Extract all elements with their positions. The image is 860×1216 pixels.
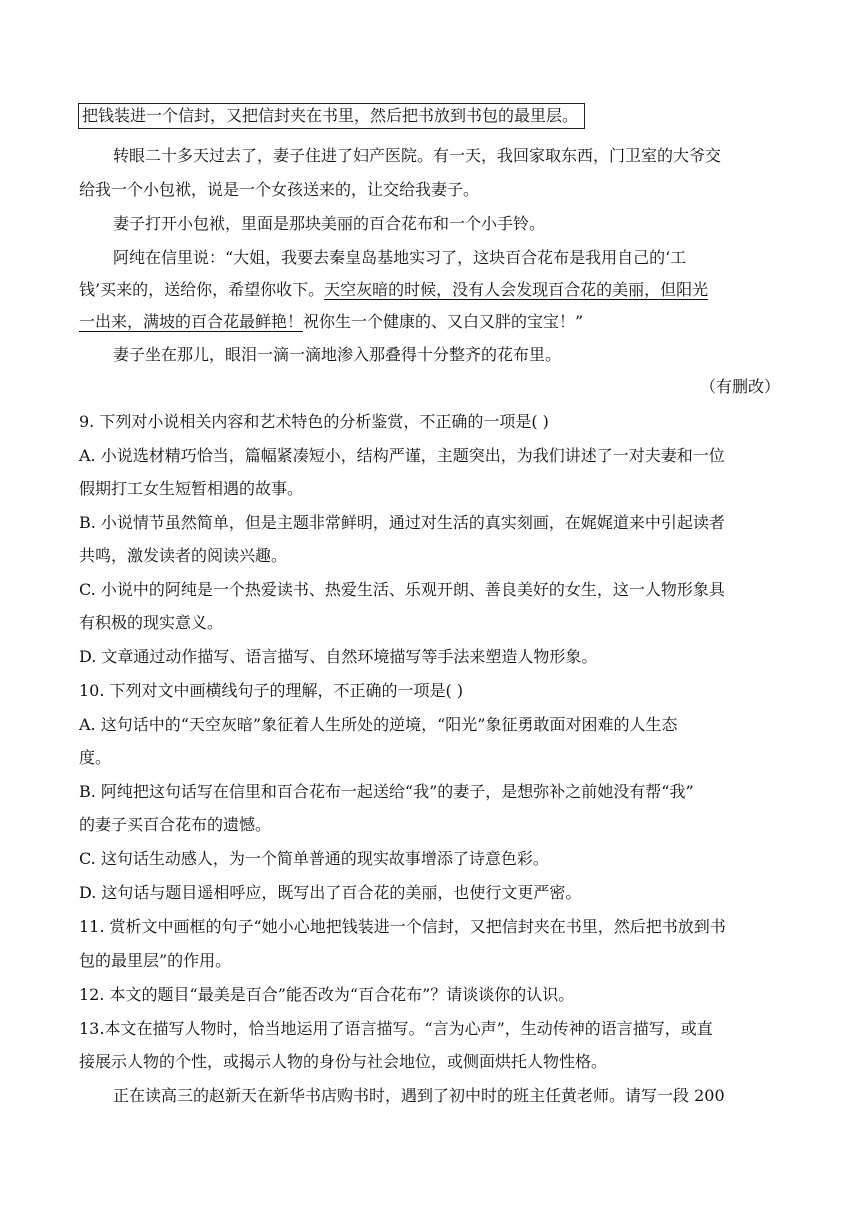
option-line: D. 这句话与题目遥相呼应，既写出了百合花的美丽，也使行文更严密。 [79,883,582,902]
option-line: 有积极的现实意义。 [79,613,224,632]
option-line: 共鸣，激发读者的阅读兴趣。 [79,546,288,565]
underlined-sentence: 一出来，满坡的百合花最鲜艳！ [79,312,304,331]
underlined-sentence: 天空灰暗的时候，没有人会发现百合花的美丽，但阳光 [324,280,709,299]
option-line: 的妻子买百合花布的遗憾。 [79,815,272,834]
option-line: 度。 [79,748,112,767]
paragraph-line [79,280,708,300]
plain-text: 祝你生一个健康的、又白又胖的宝宝！” [303,312,584,331]
paragraph-line [79,312,583,332]
question-line: 包的最里层”的作用。 [79,951,232,970]
option-line: D. 文章通过动作描写、语言描写、自然环境描写等手法来塑造人物形象。 [79,647,598,666]
option-line: C. 这句话生动感人，为一个简单普通的现实故事增添了诗意色彩。 [79,849,549,868]
question-12: 12. 本文的题目“最美是百合”能否改为“百合花布”？请谈谈你的认识。 [79,985,575,1004]
question-11: 11. 赏析文中画框的句子“她小心地把钱装进一个信封，又把信封夹在书里，然后把书放到书 [79,917,726,936]
option-line: A. 小说选材精巧恰当，篇幅紧凑短小，结构严谨，主题突出，为我们讲述了一对夫妻和一位 [79,446,725,465]
option-line: B. 小说情节虽然简单，但是主题非常鲜明，通过对生活的真实刻画，在娓娓道来中引起读者 [79,513,725,532]
paragraph-line: 阿纯在信里说：“大姐，我要去秦皇岛基地实习了，这块百合花布是我用自己的‘工 [113,248,687,267]
option-line: B. 阿纯把这句话写在信里和百合花布一起送给“我”的妻子，是想弥补之前她没有帮“我” [79,782,694,801]
paragraph-line: 转眼二十多天过去了，妻子住进了妇产医院。有一天，我回家取东西，门卫室的大爷交 [113,146,722,165]
boxed-sentence: 把钱装进一个信封，又把信封夹在书里，然后把书放到书包的最里层。 [78,103,585,129]
question-line: 接展示人物的个性，或揭示人物的身份与社会地位，或侧面烘托人物性格。 [79,1052,608,1071]
paragraph-line: 妻子坐在那儿，眼泪一滴一滴地渗入那叠得十分整齐的花布里。 [113,345,562,364]
source-note: （有删改） [700,377,781,396]
question-13: 13.本文在描写人物时，恰当地运用了语言描写。“言为心声”，生动传神的语言描写，或直 [79,1019,713,1038]
question-10: 10. 下列对文中画横线句子的理解，不正确的一项是( ) [79,681,464,700]
option-line: 假期打工女生短暂相遇的故事。 [79,479,304,498]
paragraph-line: 妻子打开小包袱，里面是那块美丽的百合花布和一个小手铃。 [113,214,546,233]
paragraph-line: 给我一个小包袱，说是一个女孩送来的，让交给我妻子。 [79,180,480,199]
question-line: 正在读高三的赵新天在新华书店购书时，遇到了初中时的班主任黄老师。请写一段 200 [113,1086,725,1105]
option-line: A. 这句话中的“天空灰暗”象征着人生所处的逆境，“阳光”象征勇敢面对困难的人生态 [79,715,678,734]
option-line: C. 小说中的阿纯是一个热爱读书、热爱生活、乐观开朗、善良美好的女生，这一人物形象具 [79,580,725,599]
plain-text: 钱’买来的，送给你，希望你收下。 [79,280,325,299]
question-9: 9. 下列对小说相关内容和艺术特色的分析鉴赏，不正确的一项是( ) [79,412,549,431]
